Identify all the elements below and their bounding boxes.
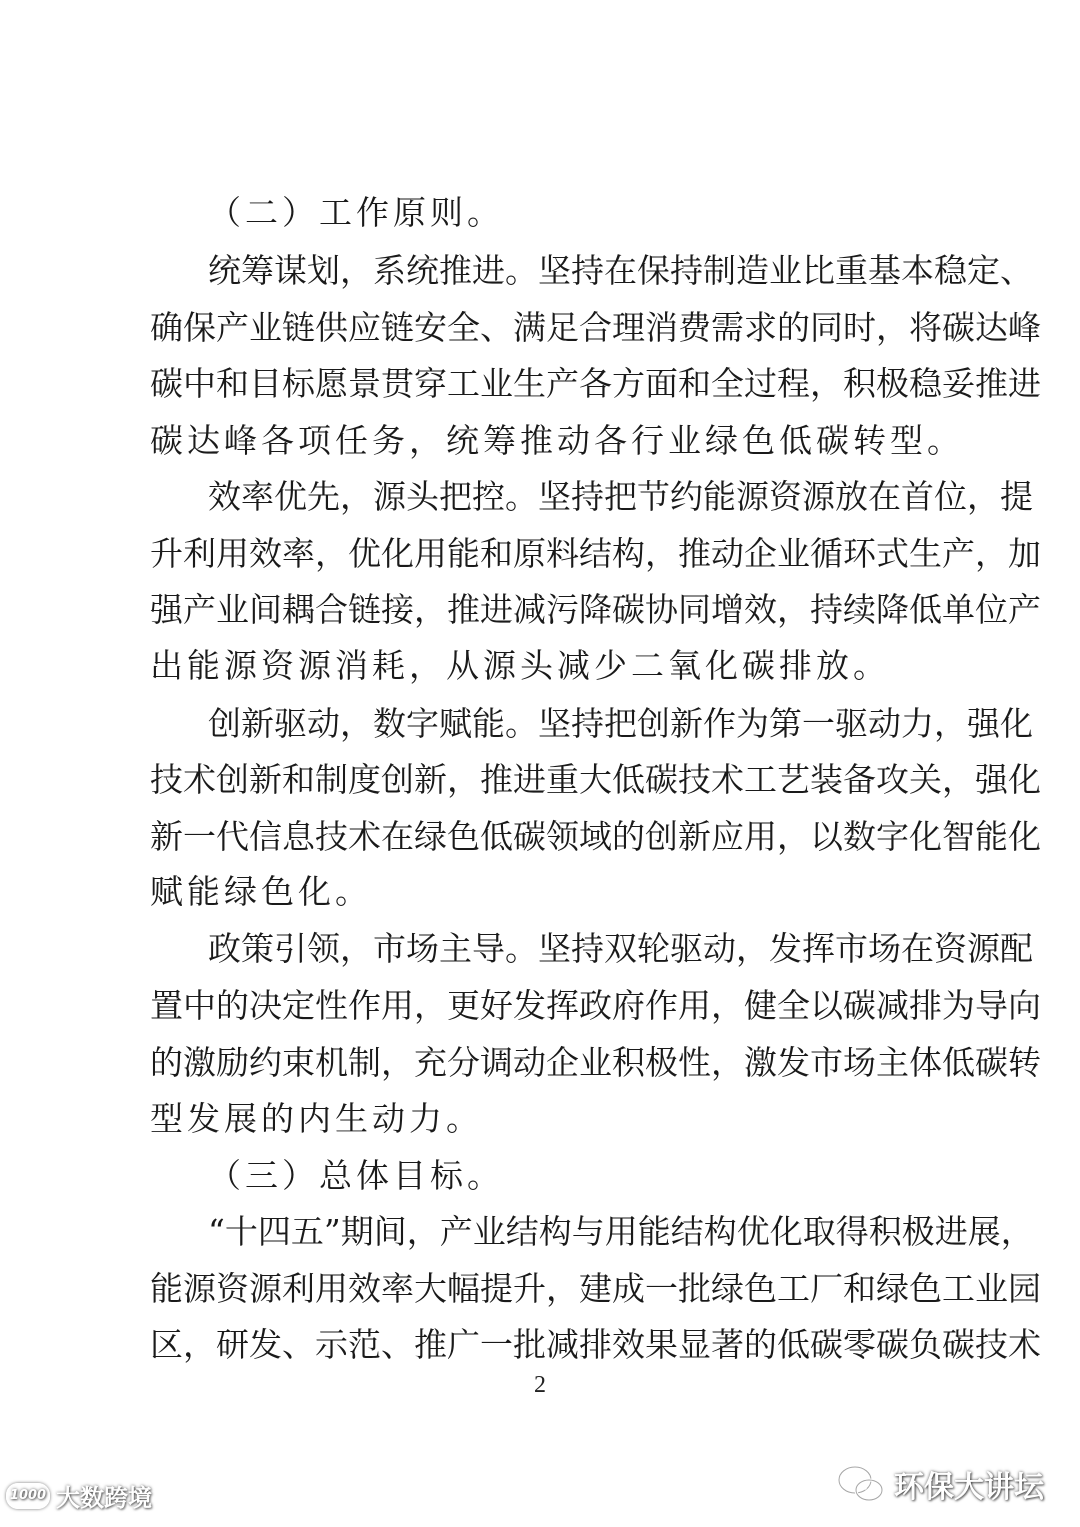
paragraph-line: 出能源资源消耗，从源头减少二氧化碳排放。 — [150, 646, 890, 685]
section-heading-goals: （三）总体目标。 — [208, 1156, 504, 1195]
paragraph-line: 碳中和目标愿景贯穿工业生产各方面和全过程，积极稳妥推进 — [150, 364, 1041, 403]
paragraph-line: 统筹谋划，系统推进。坚持在保持制造业比重基本稳定、 — [208, 251, 1033, 290]
paragraph-line: 升利用效率，优化用能和原料结构，推动企业循环式生产，加 — [150, 534, 1041, 573]
logo-icon: 1000 — [6, 1483, 50, 1509]
paragraph-line: 置中的决定性作用，更好发挥政府作用，健全以碳减排为导向 — [150, 986, 1041, 1025]
paragraph-line: 型发展的内生动力。 — [150, 1099, 483, 1138]
paragraph-line: 技术创新和制度创新，推进重大低碳技术工艺装备攻关，强化 — [150, 760, 1041, 799]
paragraph-line: 区，研发、示范、推广一批减排效果显著的低碳零碳负碳技术 — [150, 1325, 1041, 1364]
paragraph-line: “十四五”期间，产业结构与用能结构优化取得积极进展， — [208, 1212, 1034, 1251]
paragraph-line: 政策引领，市场主导。坚持双轮驱动，发挥市场在资源配 — [208, 929, 1033, 968]
watermark-right — [836, 1462, 1044, 1506]
wechat-icon — [836, 1464, 886, 1504]
page-number: 2 — [534, 1372, 546, 1398]
paragraph-line: 的激励约束机制，充分调动企业积极性，激发市场主体低碳转 — [150, 1043, 1041, 1082]
paragraph-line: 能源资源利用效率大幅提升，建成一批绿色工厂和绿色工业园 — [150, 1269, 1041, 1308]
paragraph-line: 效率优先，源头把控。坚持把节约能源资源放在首位，提 — [208, 477, 1033, 516]
watermark-left — [6, 1478, 152, 1513]
section-heading-principles: （二）工作原则。 — [208, 193, 504, 232]
paragraph-line: 确保产业链供应链安全、满足合理消费需求的同时，将碳达峰 — [150, 308, 1041, 347]
watermark-right-text: 环保大讲坛 — [894, 1470, 1044, 1505]
paragraph-line: 强产业间耦合链接，推进减污降碳协同增效，持续降低单位产 — [150, 590, 1041, 629]
watermark-left-text: 大数跨境 — [56, 1484, 152, 1512]
paragraph-line: 赋能绿色化。 — [150, 872, 372, 911]
paragraph-line: 碳达峰各项任务，统筹推动各行业绿色低碳转型。 — [150, 421, 964, 460]
paragraph-line: 创新驱动，数字赋能。坚持把创新作为第一驱动力，强化 — [208, 704, 1033, 743]
paragraph-line: 新一代信息技术在绿色低碳领域的创新应用，以数字化智能化 — [150, 817, 1041, 856]
